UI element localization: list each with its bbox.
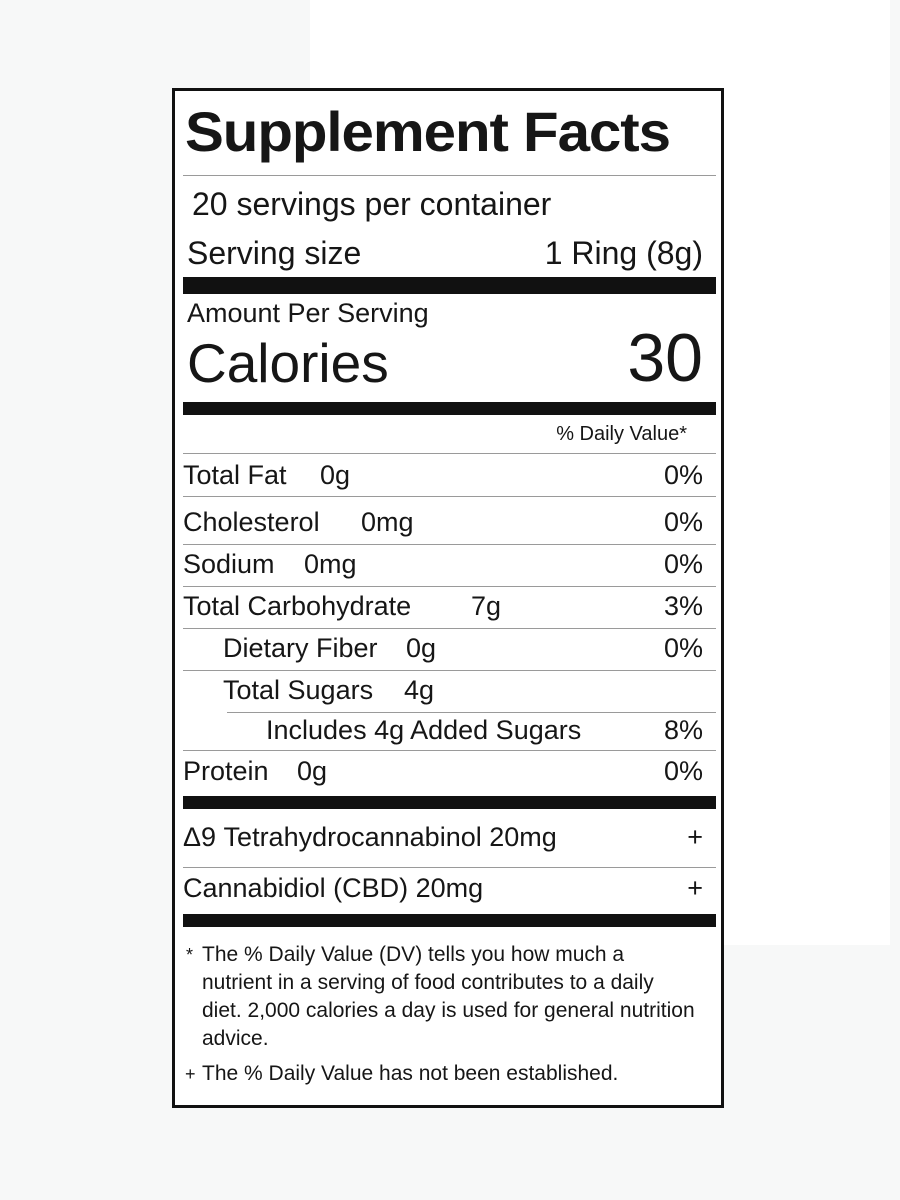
servings-per-container: 20 servings per container [192, 186, 552, 222]
nutrient-amount: 0mg [304, 549, 357, 579]
nutrient-name: Protein [183, 756, 269, 786]
nutrient-dv: 0% [663, 633, 703, 663]
amount-per-serving: Amount Per Serving [187, 298, 429, 328]
serving-size-value: 1 Ring (8g) [544, 235, 703, 271]
calories-label: Calories [187, 332, 389, 394]
nutrient-dv: 0% [663, 507, 703, 537]
nutrient-name: Total Sugars [223, 675, 374, 705]
nutrient-amount: 0g [406, 633, 437, 663]
nutrient-amount: 0g [320, 460, 351, 490]
cannabinoid-dv: + [687, 822, 703, 852]
nutrient-dv: 8% [663, 715, 703, 745]
thick-divider [183, 914, 716, 927]
supplement-facts-label [172, 88, 724, 1108]
nutrient-name: Total Carbohydrate [183, 591, 412, 621]
nutrient-dv: 0% [663, 756, 703, 786]
serving-size-label: Serving size [187, 235, 362, 271]
divider [183, 750, 716, 751]
calories-value: 30 [627, 320, 703, 396]
divider [183, 670, 716, 671]
nutrient-dv: 3% [663, 591, 703, 621]
footnote-line: The % Daily Value (DV) tells you how much a [202, 943, 625, 966]
nutrient-amount: 0g [297, 756, 328, 786]
nutrient-name: Sodium [183, 549, 275, 579]
thick-divider [183, 402, 716, 415]
label-title: Supplement Facts [185, 100, 670, 163]
footnote-line: nutrient in a serving of food contributes to a daily [202, 971, 654, 994]
divider [183, 544, 716, 545]
nutrient-amount: 0mg [361, 507, 414, 537]
nutrient-amount: 4g [404, 675, 435, 705]
cannabinoid-thc: Δ9 Tetrahydrocannabinol 20mg [183, 822, 557, 852]
divider [183, 496, 716, 497]
daily-value-header: % Daily Value* [556, 423, 687, 445]
footnote-plus: + [185, 1064, 196, 1084]
nutrient-dv: 0% [663, 460, 703, 490]
footnote-line: diet. 2,000 calories a day is used for general nutrition [202, 999, 695, 1022]
cannabinoid-cbd: Cannabidiol (CBD) 20mg [183, 873, 484, 903]
footnote-line: The % Daily Value has not been established. [202, 1062, 619, 1085]
nutrient-amount: 7g [471, 591, 502, 621]
divider [183, 175, 716, 176]
cannabinoid-dv: + [687, 873, 703, 903]
divider [183, 628, 716, 629]
thick-divider [183, 796, 716, 809]
nutrient-name: Cholesterol [183, 507, 320, 537]
nutrient-name: Total Fat [183, 460, 287, 490]
thick-divider [183, 277, 716, 294]
nutrient-name: Dietary Fiber [223, 633, 378, 663]
divider [183, 586, 716, 587]
divider [183, 867, 716, 868]
footnote-line: advice. [202, 1027, 269, 1050]
footnote-asterisk: * [186, 945, 194, 965]
nutrient-dv: 0% [663, 549, 703, 579]
divider [183, 453, 716, 454]
divider [227, 712, 716, 713]
nutrient-name: Includes 4g Added Sugars [266, 715, 582, 745]
